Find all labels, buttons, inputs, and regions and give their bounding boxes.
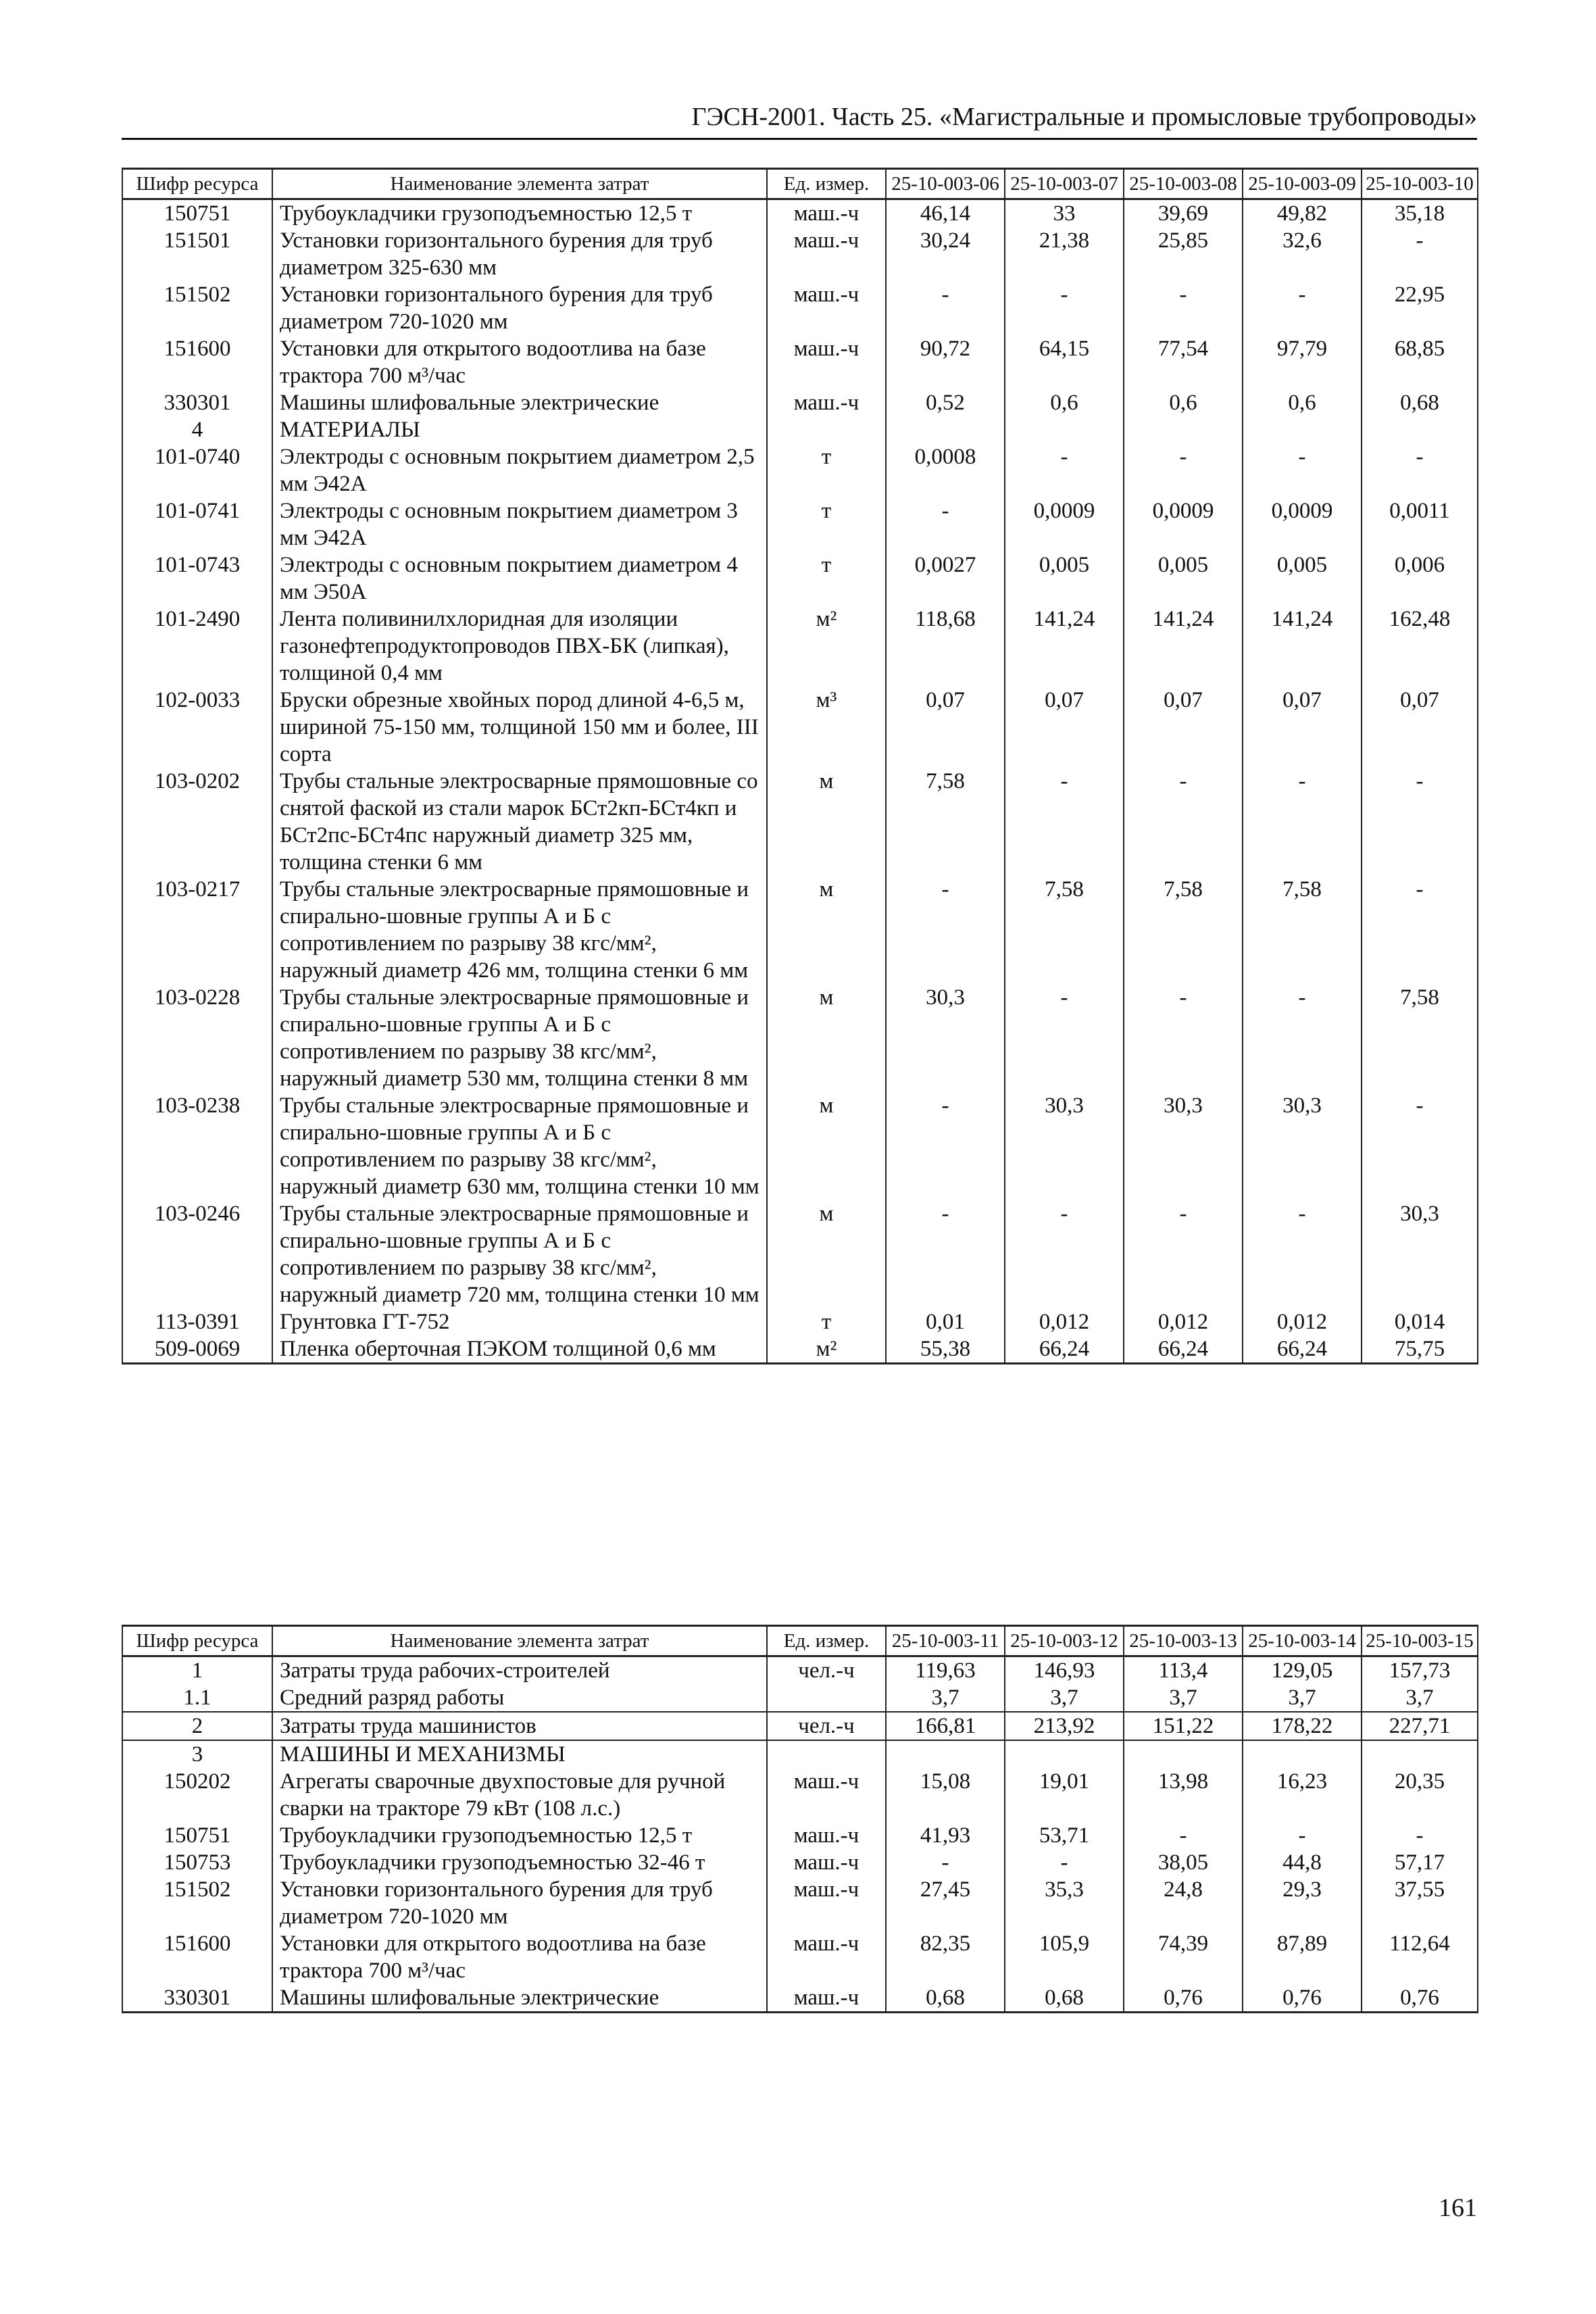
col-code-15: 25-10-003-15 — [1362, 1626, 1478, 1656]
value-cell: - — [886, 497, 1005, 551]
value-cell: 46,14 — [886, 199, 1005, 228]
resource-code: 330301 — [122, 389, 272, 416]
value-cell — [1005, 1740, 1124, 1768]
value-cell: 0,68 — [886, 1984, 1005, 2013]
value-cell — [1005, 416, 1124, 443]
value-cell: 0,0027 — [886, 551, 1005, 606]
value-cell: 0,6 — [1243, 389, 1362, 416]
col-name-header: Наименование элемента затрат — [272, 1626, 767, 1656]
resource-name: Грунтовка ГТ-752 — [272, 1308, 767, 1335]
value-cell: - — [1124, 1822, 1243, 1849]
resource-code: 101-0743 — [122, 551, 272, 606]
resource-code: 2 — [122, 1712, 272, 1740]
resource-name: Трубоукладчики грузоподъемностью 12,5 т — [272, 199, 767, 228]
value-cell: 38,05 — [1124, 1849, 1243, 1876]
unit-cell: маш.-ч — [767, 1930, 886, 1984]
table-body-1 — [122, 199, 1478, 1364]
resource-name: Затраты труда машинистов — [272, 1712, 767, 1740]
unit-cell: маш.-ч — [767, 227, 886, 281]
col-code-header: Шифр ресурса — [122, 1626, 272, 1656]
resource-name: Электроды с основным покрытием диаметром 3 мм Э42А — [272, 497, 767, 551]
value-cell: 157,73 — [1362, 1656, 1478, 1685]
unit-cell: м — [767, 768, 886, 876]
value-cell: 27,45 — [886, 1876, 1005, 1930]
col-code-12: 25-10-003-12 — [1005, 1626, 1124, 1656]
resource-name: Машины шлифовальные электрические — [272, 389, 767, 416]
resource-code: 103-0238 — [122, 1092, 272, 1200]
value-cell: - — [886, 876, 1005, 984]
unit-cell: чел.-ч — [767, 1712, 886, 1740]
value-cell: 0,005 — [1124, 551, 1243, 606]
value-cell: - — [1005, 768, 1124, 876]
col-code-11: 25-10-003-11 — [886, 1626, 1005, 1656]
value-cell: 77,54 — [1124, 335, 1243, 389]
value-cell: 30,3 — [1124, 1092, 1243, 1200]
value-cell: 30,3 — [886, 984, 1005, 1092]
value-cell: 7,58 — [1362, 984, 1478, 1092]
value-cell: 0,07 — [1362, 687, 1478, 768]
value-cell: 20,35 — [1362, 1768, 1478, 1822]
value-cell: 129,05 — [1243, 1656, 1362, 1685]
value-cell: 35,3 — [1005, 1876, 1124, 1930]
value-cell: 0,52 — [886, 389, 1005, 416]
value-cell: 7,58 — [886, 768, 1005, 876]
table-row — [122, 1822, 1478, 1849]
table-row — [122, 227, 1478, 281]
resource-name: Средний разряд работы — [272, 1684, 767, 1712]
value-cell: - — [886, 1200, 1005, 1308]
value-cell: 33 — [1005, 199, 1124, 228]
value-cell: 37,55 — [1362, 1876, 1478, 1930]
resource-name: Затраты труда рабочих-строителей — [272, 1656, 767, 1685]
value-cell: 29,3 — [1243, 1876, 1362, 1930]
table-header-row — [122, 1626, 1478, 1656]
value-cell: 3,7 — [886, 1684, 1005, 1712]
resource-code: 509-0069 — [122, 1335, 272, 1364]
resource-name: Трубы стальные электросварные прямошовные со снятой фаской из стали марок БСт2кп-БСт4кп и БСт2пс-БСт4пс наружный диаметр 325 мм, толщина стенки 6 мм — [272, 768, 767, 876]
table-row — [122, 606, 1478, 687]
value-cell: 213,92 — [1005, 1712, 1124, 1740]
value-cell: 30,24 — [886, 227, 1005, 281]
value-cell: 0,0009 — [1243, 497, 1362, 551]
unit-cell: маш.-ч — [767, 281, 886, 335]
value-cell: 7,58 — [1005, 876, 1124, 984]
value-cell: 68,85 — [1362, 335, 1478, 389]
value-cell: 0,005 — [1005, 551, 1124, 606]
resource-name: Электроды с основным покрытием диаметром 4 мм Э50А — [272, 551, 767, 606]
unit-cell: м — [767, 1092, 886, 1200]
value-cell: 0,012 — [1124, 1308, 1243, 1335]
resource-name: Трубы стальные электросварные прямошовные и спирально-шовные группы А и Б с сопротивлением по разрыву 38 кгс/мм², наружный диаметр 720 мм, толщина стенки 10 мм — [272, 1200, 767, 1308]
unit-cell: м² — [767, 606, 886, 687]
value-cell: - — [1362, 1822, 1478, 1849]
resource-code: 101-0740 — [122, 443, 272, 497]
resource-name: Агрегаты сварочные двухпостовые для ручной сварки на тракторе 79 кВт (108 л.с.) — [272, 1768, 767, 1822]
unit-cell — [767, 1740, 886, 1768]
value-cell: - — [1124, 1200, 1243, 1308]
resource-name: Электроды с основным покрытием диаметром 2,5 мм Э42А — [272, 443, 767, 497]
table-row — [122, 1308, 1478, 1335]
value-cell: 105,9 — [1005, 1930, 1124, 1984]
value-cell: 141,24 — [1124, 606, 1243, 687]
value-cell: - — [1243, 768, 1362, 876]
resource-name: Установки для открытого водоотлива на базе трактора 700 м³/час — [272, 335, 767, 389]
value-cell: 64,15 — [1005, 335, 1124, 389]
value-cell: 0,006 — [1362, 551, 1478, 606]
value-cell: 22,95 — [1362, 281, 1478, 335]
unit-cell: т — [767, 443, 886, 497]
unit-cell: маш.-ч — [767, 1822, 886, 1849]
value-cell: 151,22 — [1124, 1712, 1243, 1740]
value-cell: - — [886, 1092, 1005, 1200]
value-cell: 16,23 — [1243, 1768, 1362, 1822]
col-code-08: 25-10-003-08 — [1124, 169, 1243, 199]
col-name-header: Наименование элемента затрат — [272, 169, 767, 199]
value-cell: 178,22 — [1243, 1712, 1362, 1740]
value-cell: 3,7 — [1362, 1684, 1478, 1712]
resource-code: 103-0246 — [122, 1200, 272, 1308]
value-cell: - — [1362, 876, 1478, 984]
resource-name: МАШИНЫ И МЕХАНИЗМЫ — [272, 1740, 767, 1768]
resource-name: Трубоукладчики грузоподъемностью 12,5 т — [272, 1822, 767, 1849]
value-cell: 0,07 — [886, 687, 1005, 768]
unit-cell: маш.-ч — [767, 389, 886, 416]
table-row — [122, 389, 1478, 416]
value-cell — [1124, 416, 1243, 443]
table-row — [122, 1849, 1478, 1876]
value-cell — [1243, 1740, 1362, 1768]
value-cell: - — [1362, 443, 1478, 497]
col-code-10: 25-10-003-10 — [1362, 169, 1478, 199]
value-cell: 66,24 — [1243, 1335, 1362, 1364]
resource-code: 150751 — [122, 1822, 272, 1849]
unit-cell — [767, 1684, 886, 1712]
value-cell: 35,18 — [1362, 199, 1478, 228]
value-cell: 25,85 — [1124, 227, 1243, 281]
value-cell: 0,76 — [1124, 1984, 1243, 2013]
value-cell: 21,38 — [1005, 227, 1124, 281]
table-row — [122, 551, 1478, 606]
value-cell: 0,01 — [886, 1308, 1005, 1335]
value-cell: - — [1005, 1849, 1124, 1876]
resource-name: МАТЕРИАЛЫ — [272, 416, 767, 443]
table-row — [122, 281, 1478, 335]
value-cell: 227,71 — [1362, 1712, 1478, 1740]
value-cell — [1243, 416, 1362, 443]
value-cell: 112,64 — [1362, 1930, 1478, 1984]
value-cell: 7,58 — [1124, 876, 1243, 984]
resource-code: 103-0202 — [122, 768, 272, 876]
value-cell: 15,08 — [886, 1768, 1005, 1822]
resource-code: 151501 — [122, 227, 272, 281]
table-row — [122, 335, 1478, 389]
unit-cell: чел.-ч — [767, 1656, 886, 1685]
value-cell: 44,8 — [1243, 1849, 1362, 1876]
section-row — [122, 416, 1478, 443]
value-cell: 0,6 — [1124, 389, 1243, 416]
unit-cell: м — [767, 1200, 886, 1308]
value-cell: - — [1243, 1822, 1362, 1849]
table-row — [122, 1930, 1478, 1984]
value-cell: 82,35 — [886, 1930, 1005, 1984]
header-rule — [122, 138, 1477, 140]
resource-code: 150202 — [122, 1768, 272, 1822]
resource-code: 103-0217 — [122, 876, 272, 984]
table-row — [122, 984, 1478, 1092]
unit-cell: м³ — [767, 687, 886, 768]
value-cell: - — [1362, 768, 1478, 876]
table-row — [122, 1876, 1478, 1930]
value-cell: 118,68 — [886, 606, 1005, 687]
value-cell: 0,68 — [1005, 1984, 1124, 2013]
value-cell: 87,89 — [1243, 1930, 1362, 1984]
value-cell: 39,69 — [1124, 199, 1243, 228]
resource-code: 151502 — [122, 1876, 272, 1930]
table-row — [122, 768, 1478, 876]
value-cell — [1362, 1740, 1478, 1768]
page-number: 161 — [1439, 2194, 1477, 2222]
unit-cell: т — [767, 551, 886, 606]
value-cell: 0,68 — [1362, 389, 1478, 416]
value-cell: 166,81 — [886, 1712, 1005, 1740]
value-cell: 0,76 — [1362, 1984, 1478, 2013]
unit-cell: м — [767, 984, 886, 1092]
resource-code: 101-2490 — [122, 606, 272, 687]
resource-code: 1.1 — [122, 1684, 272, 1712]
value-cell: - — [1243, 1200, 1362, 1308]
table-row — [122, 1092, 1478, 1200]
table-header-row — [122, 169, 1478, 199]
unit-cell: т — [767, 1308, 886, 1335]
value-cell: - — [1362, 1092, 1478, 1200]
col-code-07: 25-10-003-07 — [1005, 169, 1124, 199]
value-cell: 41,93 — [886, 1822, 1005, 1849]
resource-code: 151600 — [122, 335, 272, 389]
table-row — [122, 1712, 1478, 1740]
value-cell: - — [1005, 443, 1124, 497]
value-cell: 0,76 — [1243, 1984, 1362, 2013]
value-cell: 19,01 — [1005, 1768, 1124, 1822]
value-cell: 3,7 — [1005, 1684, 1124, 1712]
value-cell: 162,48 — [1362, 606, 1478, 687]
value-cell: 0,6 — [1005, 389, 1124, 416]
resource-name: Трубоукладчики грузоподъемностью 32-46 т — [272, 1849, 767, 1876]
unit-cell: маш.-ч — [767, 335, 886, 389]
resource-code: 3 — [122, 1740, 272, 1768]
value-cell: 0,0009 — [1005, 497, 1124, 551]
resource-code: 103-0228 — [122, 984, 272, 1092]
value-cell: - — [1243, 281, 1362, 335]
value-cell — [1362, 416, 1478, 443]
value-cell: 55,38 — [886, 1335, 1005, 1364]
resource-name: Бруски обрезные хвойных пород длиной 4-6,5 м, шириной 75-150 мм, толщиной 150 мм и более, III сорта — [272, 687, 767, 768]
resource-code: 4 — [122, 416, 272, 443]
value-cell: - — [1005, 1200, 1124, 1308]
value-cell: - — [1124, 443, 1243, 497]
value-cell: 30,3 — [1243, 1092, 1362, 1200]
table-row — [122, 1768, 1478, 1822]
value-cell: 0,07 — [1243, 687, 1362, 768]
value-cell: 0,07 — [1005, 687, 1124, 768]
value-cell: 53,71 — [1005, 1822, 1124, 1849]
value-cell: - — [1124, 984, 1243, 1092]
value-cell: 141,24 — [1243, 606, 1362, 687]
value-cell: 32,6 — [1243, 227, 1362, 281]
col-unit-header: Ед. измер. — [767, 169, 886, 199]
col-code-09: 25-10-003-09 — [1243, 169, 1362, 199]
col-unit-header: Ед. измер. — [767, 1626, 886, 1656]
unit-cell: маш.-ч — [767, 199, 886, 228]
value-cell: 75,75 — [1362, 1335, 1478, 1364]
table-row — [122, 1335, 1478, 1364]
value-cell: 0,0011 — [1362, 497, 1478, 551]
resource-table-1 — [122, 168, 1478, 1364]
value-cell: - — [1005, 281, 1124, 335]
value-cell: 13,98 — [1124, 1768, 1243, 1822]
value-cell — [886, 416, 1005, 443]
value-cell: 90,72 — [886, 335, 1005, 389]
table-row — [122, 876, 1478, 984]
unit-cell — [767, 416, 886, 443]
value-cell: 66,24 — [1124, 1335, 1243, 1364]
value-cell: 30,3 — [1362, 1200, 1478, 1308]
resource-code: 151502 — [122, 281, 272, 335]
value-cell: - — [1243, 443, 1362, 497]
value-cell: 30,3 — [1005, 1092, 1124, 1200]
value-cell — [886, 1740, 1005, 1768]
resource-code: 151600 — [122, 1930, 272, 1984]
value-cell: 57,17 — [1362, 1849, 1478, 1876]
unit-cell: маш.-ч — [767, 1876, 886, 1930]
table-row — [122, 199, 1478, 228]
value-cell: 0,005 — [1243, 551, 1362, 606]
table-row — [122, 497, 1478, 551]
resource-name: Лента поливинилхлоридная для изоляции газонефтепродуктопроводов ПВХ-БК (липкая), толщиной 0,4 мм — [272, 606, 767, 687]
value-cell: - — [886, 1849, 1005, 1876]
value-cell: - — [1243, 984, 1362, 1092]
table-row — [122, 687, 1478, 768]
value-cell — [1124, 1740, 1243, 1768]
value-cell: 0,0009 — [1124, 497, 1243, 551]
col-code-06: 25-10-003-06 — [886, 169, 1005, 199]
resource-code: 150751 — [122, 199, 272, 228]
unit-cell: маш.-ч — [767, 1849, 886, 1876]
resource-code: 102-0033 — [122, 687, 272, 768]
section-row — [122, 1740, 1478, 1768]
unit-cell: маш.-ч — [767, 1768, 886, 1822]
value-cell: 0,014 — [1362, 1308, 1478, 1335]
value-cell: 7,58 — [1243, 876, 1362, 984]
value-cell: - — [1362, 227, 1478, 281]
resource-code: 101-0741 — [122, 497, 272, 551]
table-row — [122, 1684, 1478, 1712]
value-cell: 113,4 — [1124, 1656, 1243, 1685]
value-cell: 141,24 — [1005, 606, 1124, 687]
resource-name: Установки горизонтального бурения для труб диаметром 720-1020 мм — [272, 281, 767, 335]
value-cell: 0,0008 — [886, 443, 1005, 497]
col-code-header: Шифр ресурса — [122, 169, 272, 199]
resource-name: Машины шлифовальные электрические — [272, 1984, 767, 2013]
value-cell: 74,39 — [1124, 1930, 1243, 1984]
resource-name: Установки для открытого водоотлива на базе трактора 700 м³/час — [272, 1930, 767, 1984]
resource-table-2 — [122, 1625, 1478, 2013]
resource-name: Трубы стальные электросварные прямошовные и спирально-шовные группы А и Б с сопротивлением по разрыву 38 кгс/мм², наружный диаметр 530 мм, толщина стенки 8 мм — [272, 984, 767, 1092]
resource-name: Трубы стальные электросварные прямошовные и спирально-шовные группы А и Б с сопротивлением по разрыву 38 кгс/мм², наружный диаметр 630 мм, толщина стенки 10 мм — [272, 1092, 767, 1200]
unit-cell: м² — [767, 1335, 886, 1364]
value-cell: 146,93 — [1005, 1656, 1124, 1685]
table-body-2 — [122, 1656, 1478, 2013]
resource-code: 113-0391 — [122, 1308, 272, 1335]
value-cell: - — [1005, 984, 1124, 1092]
value-cell: 0,07 — [1124, 687, 1243, 768]
col-code-14: 25-10-003-14 — [1243, 1626, 1362, 1656]
resource-name: Установки горизонтального бурения для труб диаметром 720-1020 мм — [272, 1876, 767, 1930]
value-cell: - — [886, 281, 1005, 335]
resource-name: Пленка оберточная ПЭКОМ толщиной 0,6 мм — [272, 1335, 767, 1364]
unit-cell: м — [767, 876, 886, 984]
value-cell: - — [1124, 768, 1243, 876]
value-cell: 97,79 — [1243, 335, 1362, 389]
value-cell: 66,24 — [1005, 1335, 1124, 1364]
value-cell: 0,012 — [1243, 1308, 1362, 1335]
value-cell: - — [1124, 281, 1243, 335]
resource-name: Установки горизонтального бурения для труб диаметром 325-630 мм — [272, 227, 767, 281]
table-row — [122, 1984, 1478, 2013]
table-row — [122, 1656, 1478, 1685]
value-cell: 3,7 — [1243, 1684, 1362, 1712]
value-cell: 24,8 — [1124, 1876, 1243, 1930]
running-header: ГЭСН-2001. Часть 25. «Магистральные и промысловые трубопроводы» — [691, 103, 1477, 131]
resource-name: Трубы стальные электросварные прямошовные и спирально-шовные группы А и Б с сопротивлением по разрыву 38 кгс/мм², наружный диаметр 426 мм, толщина стенки 6 мм — [272, 876, 767, 984]
value-cell: 0,012 — [1005, 1308, 1124, 1335]
resource-code: 330301 — [122, 1984, 272, 2013]
value-cell: 3,7 — [1124, 1684, 1243, 1712]
value-cell: 119,63 — [886, 1656, 1005, 1685]
col-code-13: 25-10-003-13 — [1124, 1626, 1243, 1656]
unit-cell: т — [767, 497, 886, 551]
value-cell: 49,82 — [1243, 199, 1362, 228]
table-row — [122, 443, 1478, 497]
resource-code: 1 — [122, 1656, 272, 1685]
unit-cell: маш.-ч — [767, 1984, 886, 2013]
resource-code: 150753 — [122, 1849, 272, 1876]
table-row — [122, 1200, 1478, 1308]
